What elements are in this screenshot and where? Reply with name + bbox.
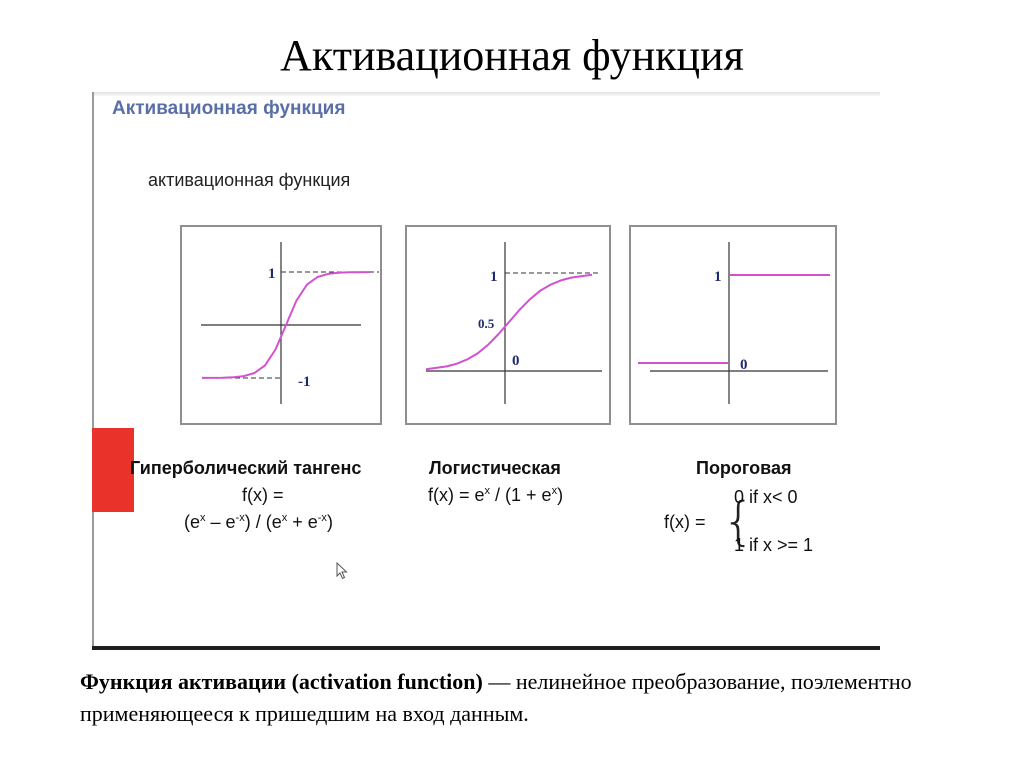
caption-definition: — нелинейное преобразование, поэлементно применяющееся к пришедшим на вход данным.	[80, 669, 912, 726]
tanh-formula-line2	[184, 512, 333, 533]
chart-1-tick-label-1: -1	[298, 374, 311, 390]
screenshot-bottom-border	[92, 646, 880, 650]
tanh-title: Гиперболический тангенс	[130, 458, 362, 478]
mouse-cursor-icon	[336, 562, 348, 580]
tanh-formula-line1: f(x) =	[242, 485, 284, 505]
chart-3-frame	[630, 226, 836, 424]
chart-2-tick-label-2: 0	[512, 353, 520, 369]
activation-charts	[92, 92, 880, 650]
chart-3-tick-label-1: 0	[740, 357, 748, 373]
slide-caption	[80, 666, 940, 730]
logistic-formula	[428, 485, 563, 506]
chart-3-tick-label-0: 1	[714, 269, 722, 285]
threshold-formula-lhs: f(x) =	[664, 512, 706, 532]
logistic-title: Логистическая	[429, 458, 561, 478]
chart-2-tick-label-1: 0.5	[478, 316, 495, 331]
threshold-case-2: 1 if x >= 1	[734, 535, 814, 555]
threshold-brace: {	[722, 492, 756, 552]
caption-term: Функция активации (activation function)	[80, 669, 483, 694]
logistic-formula-text: $f(x) = e^x / (1 + e^x)$	[428, 485, 564, 505]
threshold-title: Пороговая	[696, 458, 792, 478]
tanh-formula-text: $(e^x - e^{-x}) / (e^x + e^{-x})$	[184, 512, 333, 532]
slide-title: Активационная функция	[280, 31, 744, 80]
chart-1-tick-label-0: 1	[268, 266, 276, 282]
screenshot-panel	[92, 92, 880, 650]
chart-2-frame	[406, 226, 610, 424]
screenshot-subheading: активационная функция	[148, 170, 351, 190]
chart-2-tick-label-0: 1	[490, 269, 498, 285]
screenshot-heading: Активационная функция	[112, 98, 346, 119]
threshold-case-1: 0 if x< 0	[734, 487, 798, 507]
